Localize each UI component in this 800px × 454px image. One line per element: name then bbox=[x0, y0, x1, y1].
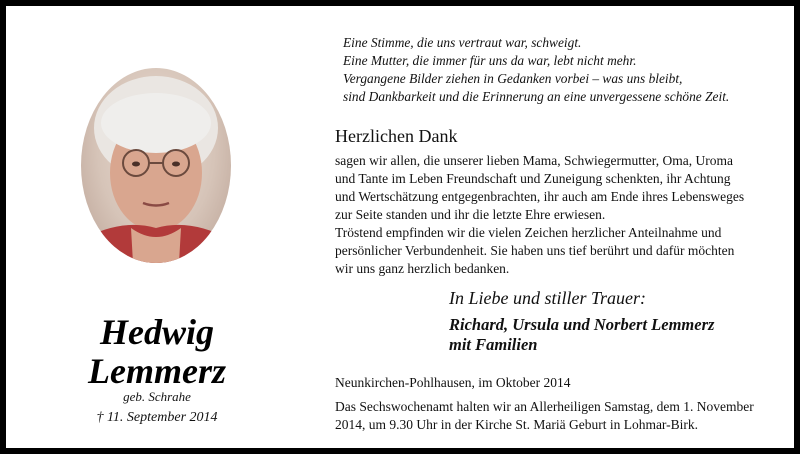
thanks-text bbox=[335, 152, 757, 278]
deceased-first-name: Hedwig bbox=[100, 312, 214, 352]
mourners-names bbox=[449, 315, 714, 355]
thanks-line: sagen wir allen, die unserer lieben Mama, Schwiegermutter, Oma, Uroma bbox=[335, 153, 733, 168]
poem-line: sind Dankbarkeit und die Erinnerung an eine unvergessene schöne Zeit. bbox=[343, 89, 730, 104]
service-line: Das Sechswochenamt halten wir an Allerheiligen Samstag, dem 1. November bbox=[335, 399, 754, 414]
poem-line: Vergangene Bilder ziehen in Gedanken vorbei – was uns bleibt, bbox=[343, 71, 683, 86]
thanks-line: und Wertschätzung entgegenbrachten, ihr auch am Ende ihres Lebensweges bbox=[335, 189, 745, 204]
service-notice bbox=[335, 398, 757, 434]
thanks-line: wir uns ganz herzlich bedanken. bbox=[335, 261, 510, 276]
maiden-name: geb. Schrahe bbox=[123, 389, 191, 404]
deceased-last-name: Lemmerz bbox=[88, 351, 226, 391]
thanks-heading: Herzlichen Dank bbox=[335, 126, 458, 146]
place-date: Neunkirchen-Pohlhausen, im Oktober 2014 bbox=[335, 375, 571, 390]
mourners-line: mit Familien bbox=[449, 335, 538, 354]
mourners-line: Richard, Ursula und Norbert Lemmerz bbox=[449, 315, 715, 334]
poem-line: Eine Stimme, die uns vertraut war, schweigt. bbox=[343, 35, 582, 50]
thanks-line: persönlicher Verbundenheit. Sie haben uns tief berührt und dafür möchten bbox=[335, 243, 735, 258]
portrait-photo bbox=[81, 68, 231, 263]
obituary-card bbox=[6, 6, 794, 448]
thanks-line: Tröstend empfinden wir die vielen Zeichen herzlicher Anteilnahme und bbox=[335, 225, 722, 240]
thanks-line: und Tante im Leben Freundschaft und Zuneigung schenkten, ihr Achtung bbox=[335, 171, 731, 186]
service-line: 2014, um 9.30 Uhr in der Kirche St. Mariä Geburt in Lohmar-Birk. bbox=[335, 417, 699, 432]
thanks-line: zur Seite standen und ihr die letzte Ehre erwiesen. bbox=[335, 207, 606, 222]
poem-line: Eine Mutter, die immer für uns da war, lebt nicht mehr. bbox=[343, 53, 637, 68]
death-date: † 11. September 2014 bbox=[96, 410, 218, 425]
poem bbox=[343, 34, 783, 106]
mourners-intro: In Liebe und stiller Trauer: bbox=[449, 288, 646, 308]
